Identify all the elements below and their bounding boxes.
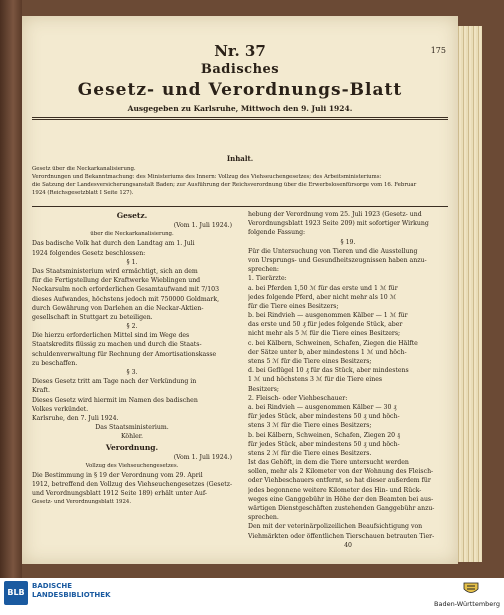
text-line: § 2. bbox=[126, 323, 138, 331]
text-line: Ist das Gehöft, in dem die Tiere untersucht werden bbox=[248, 459, 409, 467]
text-line: b. bei Rindvieh — ausgenommen Kälber — 1 ℳ für bbox=[248, 312, 408, 320]
text-line: das erste und 50 ₰ für jedes folgende Stück, aber bbox=[248, 321, 403, 329]
library-name bbox=[32, 582, 111, 600]
text-line: jedes begonnene weitere Kilometer des Hin- und Rück- bbox=[248, 486, 422, 494]
text-line: stens 3 ℳ für die Tiere eines Besitzers; bbox=[248, 422, 372, 430]
text-line: Die Bestimmung in § 19 der Verordnung vom 29. April bbox=[32, 471, 203, 479]
text-line: Volkes verkündet. bbox=[32, 405, 89, 413]
text-line: hebung der Verordnung vom 25. Juli 1923 (Gesetz- und bbox=[248, 211, 422, 218]
text-line: Das badische Volk hat durch den Landtag am 1. Juli bbox=[32, 240, 195, 248]
text-line: Dieses Gesetz tritt am Tage nach der Verkündung in bbox=[32, 378, 197, 386]
library-logo: BLB bbox=[4, 581, 28, 605]
text-line: § 1. bbox=[126, 258, 138, 266]
section-heading: Gesetz. bbox=[116, 211, 148, 220]
document-page bbox=[22, 16, 458, 564]
issue-date-line: Ausgegeben zu Karlsruhe, Mittwoch den 9. Juli 1924. bbox=[127, 104, 353, 113]
text-line: folgende Fassung: bbox=[248, 229, 306, 237]
text-line: b. bei Kälbern, Schweinen, Schafen, Ziegen 20 ₰ bbox=[248, 431, 401, 439]
text-line: a. bei Rindvieh — ausgenommen Kälber — 30 ₰ bbox=[248, 403, 397, 411]
text-line: Besitzers; bbox=[248, 385, 279, 393]
text-line: Kraft. bbox=[32, 387, 51, 395]
book-spine bbox=[0, 0, 22, 578]
library-name-line: LANDESBIBLIOTHEK bbox=[32, 591, 111, 599]
issue-number: Nr. 37 bbox=[214, 42, 266, 60]
text-line: § 3. bbox=[126, 369, 138, 376]
text-line: dieses Aufwandes, höchstens jedoch mit 750000 Goldmark, bbox=[32, 295, 220, 303]
text-line: 40 bbox=[344, 541, 352, 549]
page-number: 175 bbox=[430, 46, 446, 55]
text-line: 1912, betreffend den Vollzug des Viehseuchengesetzes (Gesetz- bbox=[32, 481, 232, 489]
text-line: Karlsruhe, den 7. Juli 1924. bbox=[32, 414, 119, 422]
text-line: nicht mehr als 5 ℳ für die Tiere eines Besitzers; bbox=[248, 330, 401, 338]
text-line: Den mit der veterinärpolizeilichen Beaufsichtigung von bbox=[248, 523, 423, 531]
text-line: durch Gewährung von Darlehen an die Neckar-Aktien- bbox=[32, 304, 204, 312]
page-edges bbox=[456, 26, 482, 562]
text-line: gesellschaft in Stuttgart zu beteiligen. bbox=[32, 313, 153, 321]
text-line: Für die Untersuchung von Tieren und die Ausstellung bbox=[248, 247, 418, 255]
text-line: Viehmärkten oder öffentlichen Tierschauen betrauten Tier- bbox=[248, 532, 435, 540]
region-label: Baden-Württemberg bbox=[434, 600, 500, 608]
text-line: (Vom 1. Juli 1924.) bbox=[173, 222, 232, 229]
library-name-line: BADISCHE bbox=[32, 582, 72, 590]
text-line: für jedes Stück, aber mindestens 50 ₰ und höch- bbox=[248, 440, 400, 448]
text-line: für jedes Stück, aber mindestens 50 ₰ und höch- bbox=[248, 413, 400, 421]
text-line: sprechen: bbox=[248, 266, 279, 274]
text-line: Gesetz- und Verordnungsblatt 1924. bbox=[32, 499, 132, 506]
text-line: sollen, mehr als 2 Kilometer von der Wohnung des Fleisch- bbox=[248, 468, 434, 476]
text-line: sprechen. bbox=[248, 514, 279, 522]
text-line: Köhler. bbox=[120, 433, 144, 441]
text-line: jedes folgende Pferd, aber nicht mehr als 10 ℳ bbox=[248, 293, 397, 301]
text-line: über die Neckarkanalisierung. bbox=[90, 231, 174, 238]
right-text-column bbox=[248, 210, 448, 550]
divider bbox=[32, 206, 448, 207]
contents-line: 1924 (Reichsgesetzblatt I Seite 127). bbox=[32, 190, 134, 196]
text-line: zu beschaffen. bbox=[32, 359, 78, 367]
text-line: wärtigen Dienstgeschäften zustehenden Ganggebühr anzu- bbox=[248, 505, 435, 512]
text-line: von Ursprungs- und Gesundheitszeugnissen haben anzu- bbox=[248, 256, 427, 264]
text-line: 1924 folgendes Gesetz beschlossen: bbox=[32, 249, 146, 257]
crest-icon bbox=[462, 581, 480, 597]
text-line: Vollzug des Viehseuchengesetzes. bbox=[85, 462, 179, 469]
text-line: 1. Tierärzte: bbox=[248, 275, 287, 283]
contents-line: Gesetz über die Neckarkanalisierung. bbox=[32, 166, 136, 172]
text-line: Staatskredits flüssig zu machen und durch die Staats- bbox=[32, 341, 202, 349]
text-line: Verordnungsblatt 1923 Seite 209) mit sofortiger Wirkung bbox=[248, 220, 429, 228]
text-line: Neckarsulm noch erforderlichen Gesamtaufwand mit 7/103 bbox=[32, 286, 220, 294]
footer-bar bbox=[0, 578, 504, 615]
text-line: stens 2 ℳ für die Tiere eines Besitzers. bbox=[248, 449, 372, 457]
text-line: Das Staatsministerium wird ermächtigt, sich an dem bbox=[32, 267, 198, 275]
text-line: der Sätze unter b, aber mindestens 1 ℳ und höch- bbox=[248, 348, 407, 356]
contents-line: die Satzung der Landesversicherungsanstalt Baden; zur Ausführung der Reichsverordnung über die Erwerbslosenfürsorge vom 16. Februar bbox=[32, 182, 417, 188]
text-line: c. bei Kälbern, Schweinen, Schafen, Ziegen die Hälfte bbox=[248, 339, 418, 347]
text-line: für die Tiere eines Besitzers; bbox=[248, 302, 339, 310]
text-line: 2. Fleisch- oder Viehbeschauer: bbox=[248, 394, 348, 402]
text-line: schuldenverwaltung für Rechnung der Amortisationskasse bbox=[32, 350, 217, 358]
divider bbox=[32, 119, 448, 120]
divider bbox=[32, 117, 448, 118]
text-line: Das Staatsministerium. bbox=[95, 424, 169, 432]
contents-heading: Inhalt. bbox=[226, 154, 254, 163]
masthead-title: Gesetz- und Verordnungs-Blatt bbox=[77, 80, 403, 100]
text-line: d. bei Geflügel 10 ₰ für das Stück, aber mindestens bbox=[248, 367, 409, 375]
left-text-column bbox=[32, 210, 232, 508]
text-line: a. bei Pferden 1,50 ℳ für das erste und 1 ℳ für bbox=[248, 284, 398, 292]
publisher-heading: Badisches bbox=[200, 62, 280, 77]
section-heading: Verordnung. bbox=[105, 442, 159, 452]
text-line: (Vom 1. Juli 1924.) bbox=[173, 453, 232, 461]
text-line: 1 ℳ und höchstens 3 ℳ für die Tiere eines bbox=[248, 376, 383, 384]
text-line: § 19. bbox=[340, 238, 356, 246]
contents-line: Verordnungen und Bekanntmachung: des Ministeriums des Innern: Vollzug des Viehseuchengesetzes; des Arbeitsministeriums: bbox=[32, 174, 382, 180]
text-line: oder Viehbeschauers entfernt, so hat dieser außerdem für bbox=[248, 477, 431, 485]
text-line: und Verordnungsblatt 1912 Seite 189) erhält unter Auf- bbox=[32, 490, 208, 498]
text-line: Die hierzu erforderlichen Mittel sind im Wege des bbox=[32, 332, 190, 340]
text-line: Dieses Gesetz wird hiermit im Namen des badischen bbox=[32, 396, 198, 404]
text-line: weges eine Ganggebühr in Höhe der den Beamten bei aus- bbox=[248, 495, 434, 503]
text-line: stens 5 ℳ für die Tiere eines Besitzers; bbox=[248, 358, 372, 365]
text-line: für die Fertigstellung der Kraftwerke Wieblingen und bbox=[32, 277, 201, 285]
